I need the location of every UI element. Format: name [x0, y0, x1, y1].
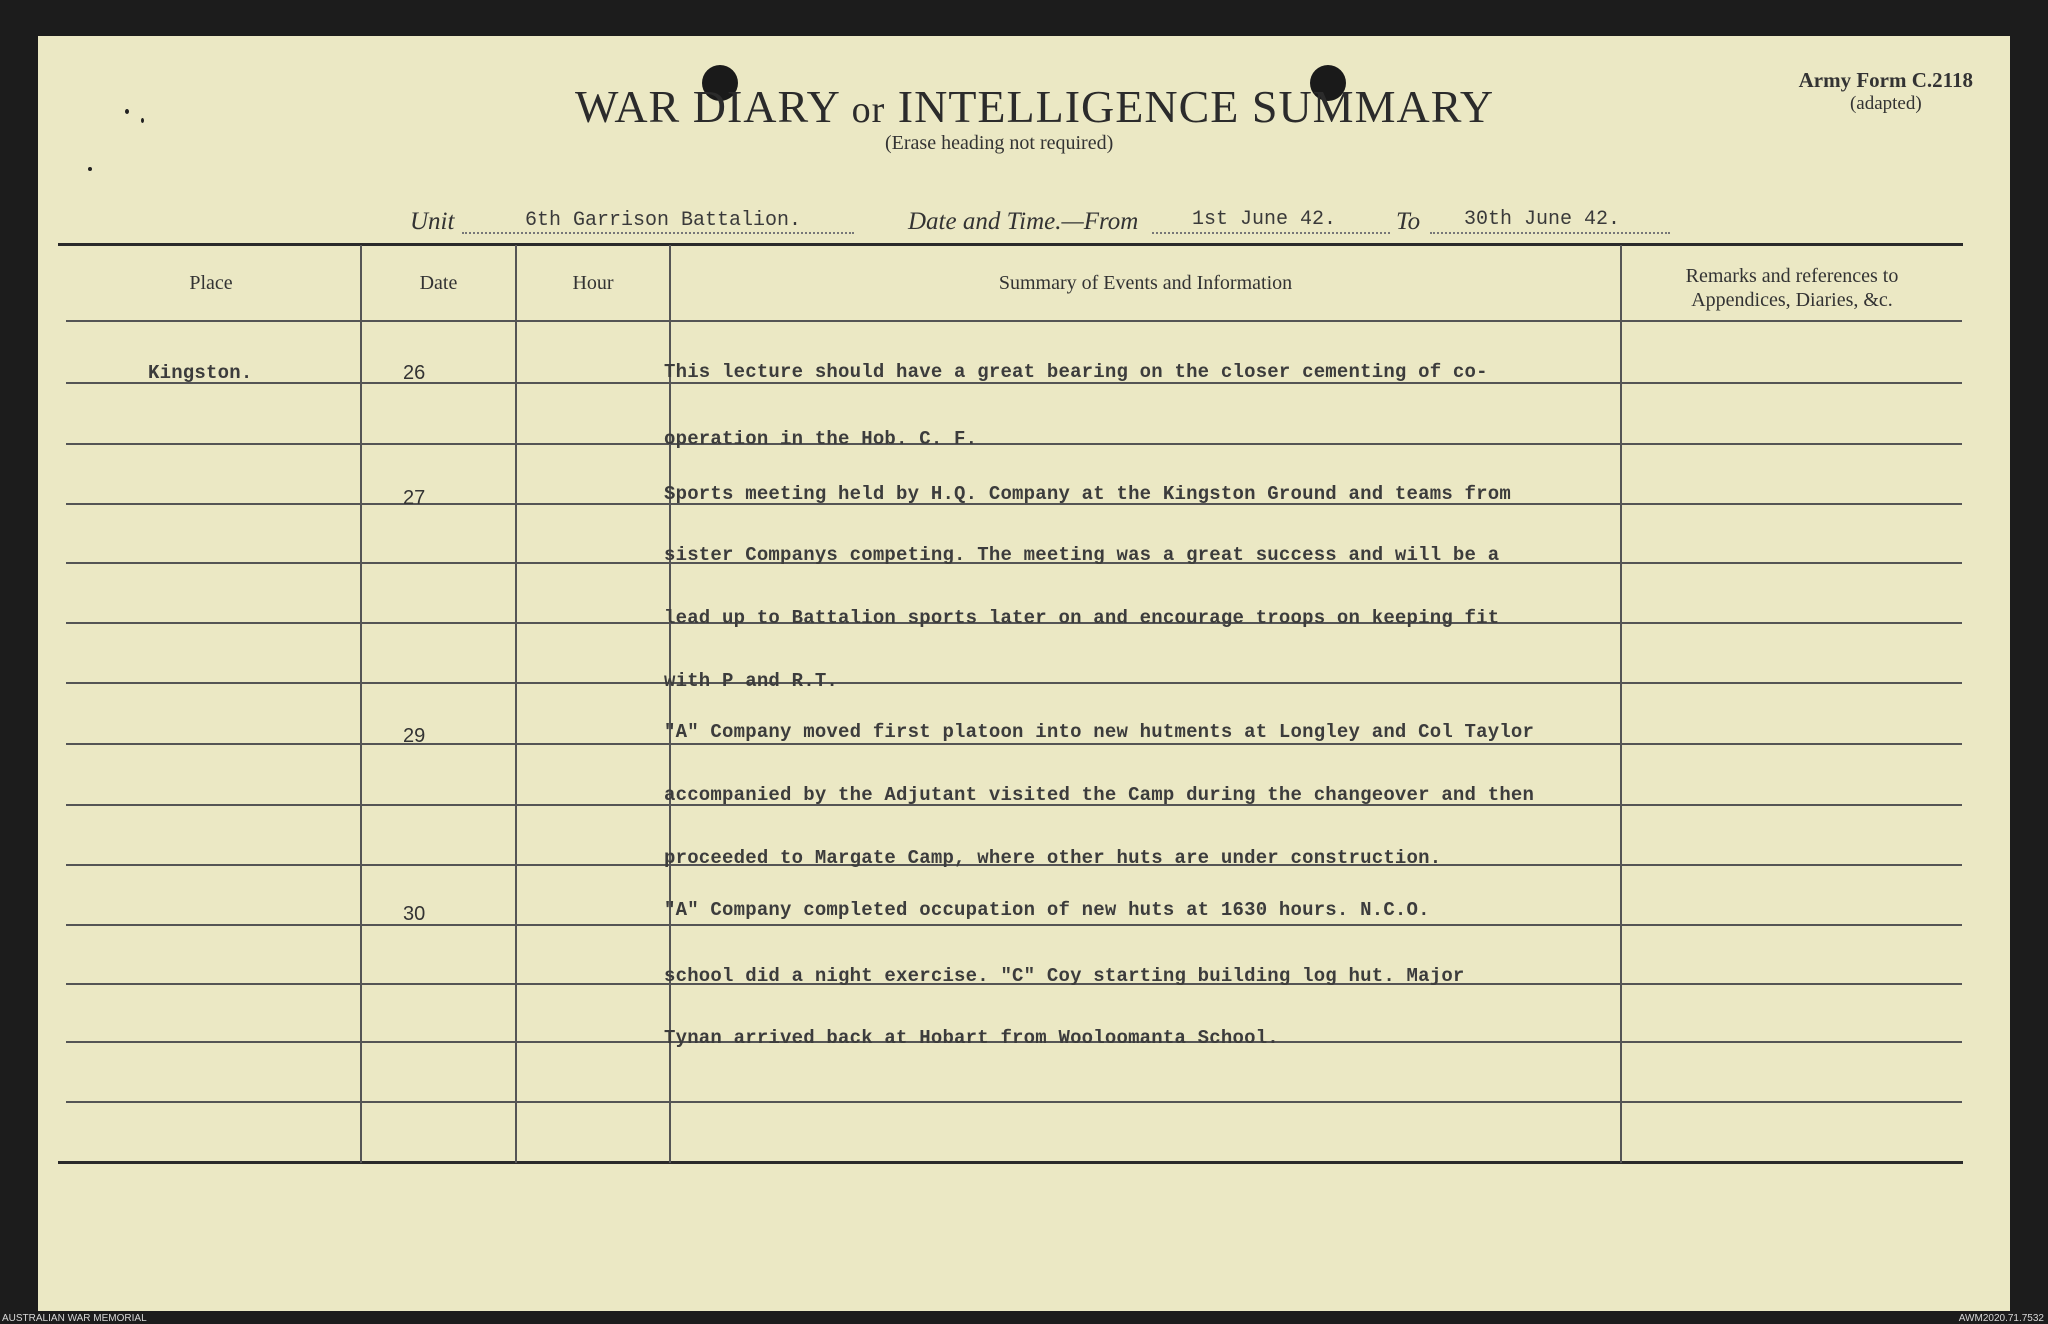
footer-archive-name: AUSTRALIAN WAR MEMORIAL: [2, 1313, 147, 1324]
ruled-line: [66, 1101, 1962, 1103]
remarks-header-line-2: Appendices, Diaries, &c.: [1691, 289, 1893, 311]
army-form-label: [1799, 68, 1973, 115]
ruled-line: [66, 743, 1962, 745]
summary-line: Tynan arrived back at Hobart from Wooloomanta School.: [664, 1027, 1279, 1049]
to-value: 30th June 42.: [1464, 208, 1621, 231]
date-cell: 30: [403, 903, 426, 925]
summary-line: "A" Company completed occupation of new huts at 1630 hours. N.C.O.: [664, 899, 1430, 921]
unit-label: Unit: [410, 208, 455, 235]
title-war-diary: WAR DIARY: [575, 81, 840, 132]
to-underline: [1430, 232, 1670, 234]
army-form-note: (adapted): [1849, 93, 1922, 114]
summary-line: lead up to Battalion sports later on and encourage troops on keeping fit: [664, 607, 1500, 629]
army-form-number: Army Form C.2118: [1798, 68, 1973, 92]
ink-speck: [141, 118, 144, 123]
table-bottom-rule: [58, 1161, 1963, 1164]
date-cell: 27: [403, 487, 426, 509]
summary-line: proceeded to Margate Camp, where other huts are under construction.: [664, 847, 1442, 869]
date-time-label: Date and Time.—From: [908, 208, 1139, 235]
to-label: To: [1396, 208, 1421, 235]
title-intelligence-summary: INTELLIGENCE SUMMARY: [897, 81, 1495, 132]
place-cell: Kingston.: [148, 362, 253, 384]
title-or: or: [851, 89, 886, 131]
footer-accession-number: AWM2020.71.7532: [1958, 1313, 2044, 1324]
column-header-summary: Summary of Events and Information: [998, 272, 1293, 294]
summary-line: sister Companys competing. The meeting was a great success and will be a: [664, 544, 1500, 566]
form-subtitle: (Erase heading not required): [885, 132, 1114, 154]
summary-line: accompanied by the Adjutant visited the Camp during the changeover and then: [664, 784, 1535, 806]
ink-speck: [88, 167, 92, 171]
from-value: 1st June 42.: [1192, 208, 1337, 231]
summary-line: with P and R.T.: [664, 670, 839, 692]
unit-value: 6th Garrison Battalion.: [525, 209, 802, 232]
column-header-remarks: [1622, 264, 1962, 312]
summary-line: This lecture should have a great bearing on the closer cementing of co-: [664, 361, 1488, 383]
column-header-place: Place: [189, 272, 233, 294]
ruled-line: [66, 682, 1962, 684]
table-top-rule: [58, 243, 1963, 246]
unit-underline: [462, 232, 854, 234]
form-title: [575, 80, 1494, 133]
ruled-line: [66, 443, 1962, 445]
summary-line: operation in the Hob. C. F.: [664, 428, 978, 450]
remarks-header-line-1: Remarks and references to: [1685, 265, 1899, 287]
column-header-hour: Hour: [572, 272, 614, 294]
summary-line: Sports meeting held by H.Q. Company at the Kingston Ground and teams from: [664, 483, 1511, 505]
summary-line: "A" Company moved first platoon into new hutments at Longley and Col Taylor: [664, 721, 1535, 743]
ruled-line: [66, 320, 1962, 322]
ink-speck: [125, 109, 129, 114]
summary-line: school did a night exercise. "C" Coy starting building log hut. Major: [664, 965, 1465, 987]
column-header-date: Date: [419, 272, 458, 294]
date-cell: 29: [403, 725, 426, 747]
from-underline: [1152, 232, 1390, 234]
ruled-line: [66, 924, 1962, 926]
date-cell: 26: [403, 362, 426, 384]
